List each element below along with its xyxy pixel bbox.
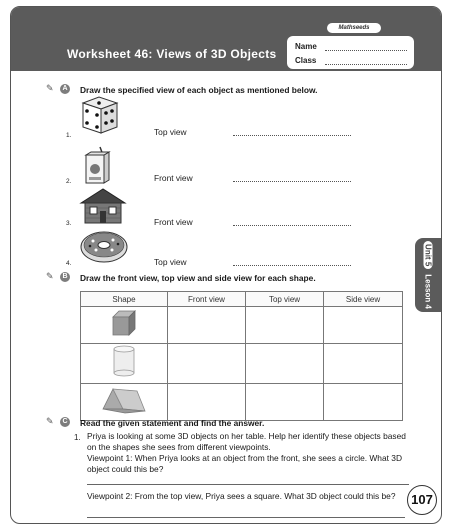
question-c1-number: 1. (74, 433, 81, 442)
donut-icon (79, 229, 129, 265)
page-number: 107 (407, 485, 437, 515)
section-a-instruction: Draw the specified view of each object as mentioned below. (80, 85, 318, 95)
cube-icon (109, 308, 139, 338)
col-header-side-view: Side view (324, 292, 403, 307)
col-header-front-view: Front view (168, 292, 246, 307)
worksheet-frame (10, 6, 442, 524)
class-label: Class (295, 56, 317, 65)
item-2-number: 2. (66, 178, 72, 185)
unit-lesson-text (424, 241, 433, 309)
question-c1-intro: Priya is looking at some 3D objects on her table. Help her identify these objects based on the shapes she sees from different viewpoints. (87, 431, 406, 452)
name-field[interactable] (325, 50, 407, 51)
item-3-answer-line[interactable] (233, 225, 351, 226)
section-c-instruction: Read the given statement and find the answer. (80, 418, 265, 428)
brand-logo: Mathseeds (327, 23, 381, 33)
house-icon (79, 187, 127, 225)
section-c-badge: C (60, 417, 70, 427)
table-header-row (81, 292, 403, 307)
triangular-prism-icon (99, 385, 149, 415)
item-4-view: Top view (154, 257, 187, 267)
viewpoint-1-question: Viewpoint 1: When Priya looks at an object from the front, she sees a circle. What 3D object could this be? (87, 453, 402, 474)
pencil-icon: ✎ (46, 83, 54, 93)
viewpoint-2-answer-line[interactable] (87, 517, 405, 518)
top-view-cell[interactable] (246, 344, 324, 384)
cylinder-icon (109, 344, 139, 378)
class-field[interactable] (325, 64, 407, 65)
side-view-cell[interactable] (324, 307, 403, 344)
section-b-instruction: Draw the front view, top view and side view for each shape. (80, 273, 316, 283)
viewpoint-2-question: Viewpoint 2: From the top view, Priya sees a square. What 3D object could this be? (87, 491, 396, 501)
header-bar (11, 7, 441, 71)
name-class-box (287, 36, 414, 69)
dice-icon (77, 95, 121, 135)
item-2-answer-line[interactable] (233, 181, 351, 182)
section-a-badge: A (60, 84, 70, 94)
item-1-number: 1. (66, 132, 72, 139)
side-view-cell[interactable] (324, 344, 403, 384)
pencil-icon: ✎ (46, 416, 54, 426)
col-header-shape: Shape (81, 292, 168, 307)
viewpoint-1-answer-line[interactable] (87, 484, 409, 485)
table-row (81, 344, 403, 384)
front-view-cell[interactable] (168, 307, 246, 344)
unit-label: Unit 5 (424, 241, 433, 269)
views-table (80, 291, 403, 421)
item-1-view: Top view (154, 127, 187, 137)
table-row (81, 384, 403, 421)
pencil-icon: ✎ (46, 271, 54, 281)
top-view-cell[interactable] (246, 384, 324, 421)
col-header-top-view: Top view (246, 292, 324, 307)
item-4-answer-line[interactable] (233, 265, 351, 266)
item-3-number: 3. (66, 220, 72, 227)
item-3-view: Front view (154, 217, 193, 227)
side-view-cell[interactable] (324, 384, 403, 421)
front-view-cell[interactable] (168, 384, 246, 421)
top-view-cell[interactable] (246, 307, 324, 344)
worksheet-title: Worksheet 46: Views of 3D Objects (67, 47, 277, 61)
item-4-number: 4. (66, 260, 72, 267)
item-2-view: Front view (154, 173, 193, 183)
item-1-answer-line[interactable] (233, 135, 351, 136)
juice-box-icon (81, 145, 111, 185)
unit-lesson-tab (415, 238, 441, 312)
table-row (81, 307, 403, 344)
shape-cell (81, 344, 168, 384)
shape-cell (81, 307, 168, 344)
front-view-cell[interactable] (168, 344, 246, 384)
name-label: Name (295, 42, 317, 51)
lesson-label: Lesson 4 (423, 274, 433, 309)
section-b-badge: B (60, 272, 70, 282)
shape-cell (81, 384, 168, 421)
